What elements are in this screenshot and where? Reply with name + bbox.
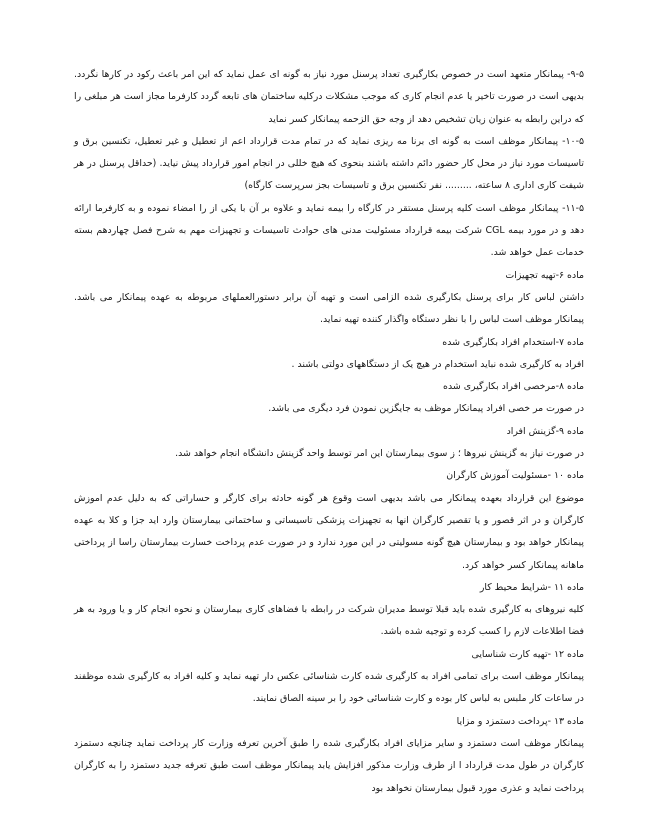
clause-11-5: ۱۱-۵- پیمانکار موظف است کلیه پرسنل مستقر در کارگاه را بیمه نماید و علاوه بر آن با یکی از را امضاء نموده و به کارفرما ارائه دهد و در مورد بیمه CGL شرکت بیمه قرارداد مسئولیت مدنی های حوادث تاسیسات و تجهیزات مهم به شرح فصل چهاردهم بسته خدمات عمل خواهد شد.: [74, 202, 585, 259]
article-12-text: پیمانکار موظف است برای تمامی افراد به کارگیری شده کارت شناسائی عکس دار تهیه نماید و کلیه افراد به کارگیری شده موظفند در ساعات کار ملبس به لباس کار بوده و کارت شناسائی خود را بر سینه الصاق نمایند.: [74, 671, 584, 705]
clause-9-5: ۹-۵- پیمانکار متعهد است در خصوص بکارگیری تعداد پرسنل مورد نیاز به گونه ای عمل نماید که این امر باعث رکود در کارها نگردد. بدیهی است در صورت تاخیر یا عدم انجام کاری که موجب مشکلات درکلیه ساختمان های تابعه گردد کارفرما مجاز است هر مبلغی را که دراین رابطه به عنوان زیان تشخیص دهد از وجه حق الزحمه پیمانکار کسر نماید: [74, 69, 584, 125]
article-10-text: موضوع این قرارداد بعهده پیمانکار می باشد بدیهی است وقوع هر گونه حادثه برای کارگر و حساراتی که به دلیل عدم اموزش کارگران و در اثر قصور و یا تقصیر کارگران انها به تجهیزات پزشکی تاسیساتی و ساختمانی بیمارستان وارد اید جزا و کلا به عهده پیمانکار خواهد بود و بیمارستان هیچ گونه مسولیتی در این مورد ندارد و در صورت عدم پرداخت خسارت بیمارستان راسا از پرداختی ماهانه پیمانکار کسر خواهد کرد.: [74, 492, 584, 571]
article-8-text: در صورت مر خصی افراد پیمانکار موظف به جایگزین نمودن فرد دیگری می باشد.: [268, 403, 584, 415]
article-6-text: داشتن لباس کار برای پرسنل بکارگیری شده الزامی است و تهیه آن برابر دستورالعملهای مربوطه به عهده پیمانکار می باشد. پیمانکار موظف است لباس را با نظر دستگاه واگذار کننده تهیه نماید.: [74, 291, 584, 326]
article-13-heading: ماده ۱۳ -پرداخت دستمزد و مزایا: [456, 715, 584, 727]
article-9-heading: ماده ۹-گزینش افراد: [506, 425, 584, 437]
article-13-text: پیمانکار موظف است دستمزد و سایر مزایای افراد بکارگیری شده را طبق آخرین تعرفه وزارت کار پرداخت نماید چنانچه دستمزد کارگران در طول مدت قرارداد ا از طرف وزارت مذکور افزایش یابد پیمانکار موظف است طبق تعرفه جدید دستمزد را به کارگران پرداخت نماید و عذری مورد قبول بیمارستان نخواهد بود: [74, 737, 584, 794]
article-11-heading: ماده ۱۱ -شرایط محیط کار: [479, 581, 584, 593]
article-10-heading: ماده ۱۰ -مسئولیت آموزش کارگران: [446, 470, 584, 482]
article-7-heading: ماده ۷-استخدام افراد بکارگیری شده: [442, 336, 584, 348]
article-7-text: افراد به کارگیری شده نباید استخدام در هیچ یک از دستگاههای دولتی باشند .: [291, 358, 584, 370]
article-9-text: در صورت نیاز به گزینش نیروها ؛ ز سوی بیمارستان این امر توسط واحد گزینش دانشگاه انجام خواهد شد.: [175, 448, 584, 460]
article-12-heading: ماده ۱۲ -تهیه کارت شناسایی: [471, 648, 584, 660]
article-6-heading: ماده ۶-تهیه تجهیزات: [505, 269, 584, 281]
article-11-text: کلیه نیروهای به کارگیری شده باید قبلا توسط مدیران شرکت در رابطه با فضاهای کاری بیمارستان و نحوه انجام کار و یا ورود به هر فضا اطلاعات لازم را کسب کرده و توجیه شده باشد.: [74, 604, 584, 638]
clause-10-5: ۱۰-۵- پیمانکار موظف است به گونه ای برنا مه ریزی نماید که در تمام مدت قرارداد اعم از تعطیل و غیر تعطیل، تکنسین برق و تاسیسات مورد نیاز در محل کار حضور دائم داشته باشند بنحوی که هیچ خللی در انجام امور قرارداد پیش نیاید. (حداقل پرسنل در هر شیفت کاری اداری ۸ ساعته، ......... نفر تکنسین برق و تاسیسات بجز سرپرست کارگاه): [74, 135, 584, 192]
document-body: [74, 64, 584, 800]
article-8-heading: ماده ۸-مرخصی افراد بکارگیری شده: [443, 381, 584, 393]
